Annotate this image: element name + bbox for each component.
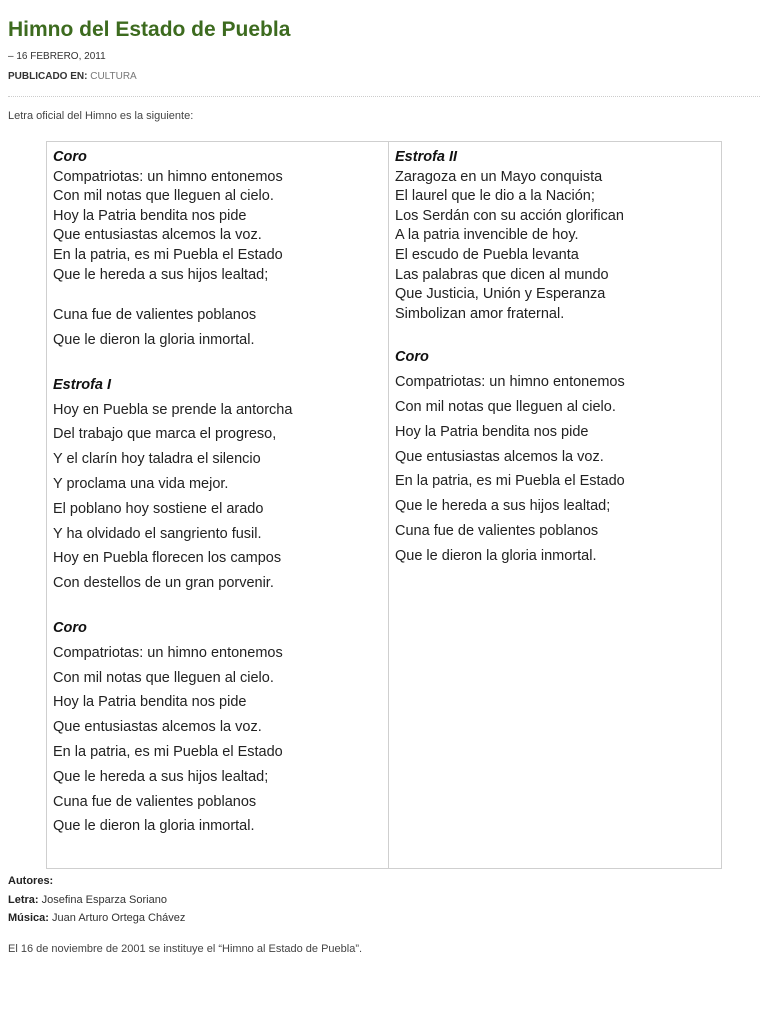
musica-author: Juan Arturo Ortega Chávez xyxy=(52,912,186,924)
lyric-line: Que Justicia, Unión y Esperanza xyxy=(395,286,606,303)
coro-heading: Coro xyxy=(53,149,87,165)
published-label: PUBLICADO EN: xyxy=(8,71,88,82)
divider xyxy=(8,96,760,97)
lyric-line: El poblano hoy sostiene el arado xyxy=(53,500,264,517)
lyric-line: Compatriotas: un himno entonemos xyxy=(395,374,625,391)
page-title: Himno del Estado de Puebla xyxy=(8,18,291,41)
lyric-line: Cuna fue de valientes poblanos xyxy=(53,793,257,810)
lyric-line: Con mil notas que lleguen al cielo. xyxy=(53,669,274,686)
lyric-line: Las palabras que dicen al mundo xyxy=(395,266,609,283)
lyric-line: En la patria, es mi Puebla el Estado xyxy=(53,743,283,760)
lyric-line: En la patria, es mi Puebla el Estado xyxy=(53,246,283,263)
lyric-line: Los Serdán con su acción glorifican xyxy=(395,207,624,224)
lyric-line: Simbolizan amor fraternal. xyxy=(395,305,565,322)
lyric-line: Que entusiastas alcemos la voz. xyxy=(53,227,262,244)
lyric-line: Zaragoza en un Mayo conquista xyxy=(395,168,603,185)
letra-label: Letra: xyxy=(8,893,39,906)
coro-verse xyxy=(53,641,382,839)
coro-verse xyxy=(53,168,382,286)
lyric-line: En la patria, es mi Puebla el Estado xyxy=(395,473,625,490)
lyric-line: Que le dieron la gloria inmortal. xyxy=(395,547,597,564)
lyric-line: Compatriotas: un himno entonemos xyxy=(53,644,283,661)
lyric-line: Del trabajo que marca el progreso, xyxy=(53,426,277,443)
lyric-line: Hoy la Patria bendita nos pide xyxy=(53,694,247,711)
coro-heading: Coro xyxy=(53,619,87,636)
lyric-line: Que le hereda a sus hijos lealtad; xyxy=(53,768,269,785)
lyric-line: Hoy en Puebla se prende la antorcha xyxy=(53,401,293,418)
lyric-line: Hoy en Puebla florecen los campos xyxy=(53,550,282,567)
post-category xyxy=(8,71,137,82)
musica-label: Música: xyxy=(8,912,49,924)
lyric-line: Que le dieron la gloria inmortal. xyxy=(53,331,255,348)
coro-verse xyxy=(395,370,715,568)
lyric-line: Cuna fue de valientes poblanos xyxy=(53,307,257,324)
lyric-line: Compatriotas: un himno entonemos xyxy=(53,168,283,185)
lyric-line: Que le hereda a sus hijos lealtad; xyxy=(53,266,269,283)
lyric-line: Que entusiastas alcemos la voz. xyxy=(395,448,604,465)
lyrics-column-right xyxy=(389,142,721,868)
lyric-line: El escudo de Puebla levanta xyxy=(395,246,579,263)
lyric-line: Y proclama una vida mejor. xyxy=(53,475,229,492)
estrofa-verse xyxy=(53,398,382,596)
lyrics-column-left xyxy=(47,142,389,868)
lyric-line: Con mil notas que lleguen al cielo. xyxy=(53,188,274,205)
lyric-line: Con mil notas que lleguen al cielo. xyxy=(395,398,616,415)
lyric-line: Que le dieron la gloria inmortal. xyxy=(53,818,255,835)
estrofa-heading: Estrofa I xyxy=(53,376,112,393)
category-link[interactable]: CULTURA xyxy=(90,71,137,82)
lyric-line: Que entusiastas alcemos la voz. xyxy=(53,719,262,736)
letra-author: Josefina Esparza Soriano xyxy=(41,893,167,906)
estrofa-verse xyxy=(395,168,715,325)
post-date: – 16 FEBRERO, 2011 xyxy=(8,51,106,62)
lyric-line: Con destellos de un gran porvenir. xyxy=(53,575,274,592)
closing-text: El 16 de noviembre de 2001 se instituye el “Himno al Estado de Puebla”. xyxy=(8,943,363,955)
lyric-line: Que le hereda a sus hijos lealtad; xyxy=(395,498,611,515)
lyric-line: Hoy la Patria bendita nos pide xyxy=(53,207,247,224)
lyric-line: Y ha olvidado el sangriento fusil. xyxy=(53,525,262,542)
lyrics-table xyxy=(46,141,722,869)
intro-text: Letra oficial del Himno es la siguiente: xyxy=(8,110,194,122)
coro-heading: Coro xyxy=(395,349,429,366)
lyric-line: Hoy la Patria bendita nos pide xyxy=(395,423,589,440)
credits xyxy=(8,872,185,928)
estrofa-heading: Estrofa II xyxy=(395,149,458,165)
lyric-line: Cuna fue de valientes poblanos xyxy=(395,522,599,539)
coro-verse-tail xyxy=(53,303,382,353)
lyric-line: A la patria invencible de hoy. xyxy=(395,227,579,244)
authors-label: Autores: xyxy=(8,875,54,887)
lyric-line: Y el clarín hoy taladra el silencio xyxy=(53,451,261,468)
lyric-line: El laurel que le dio a la Nación; xyxy=(395,188,595,205)
